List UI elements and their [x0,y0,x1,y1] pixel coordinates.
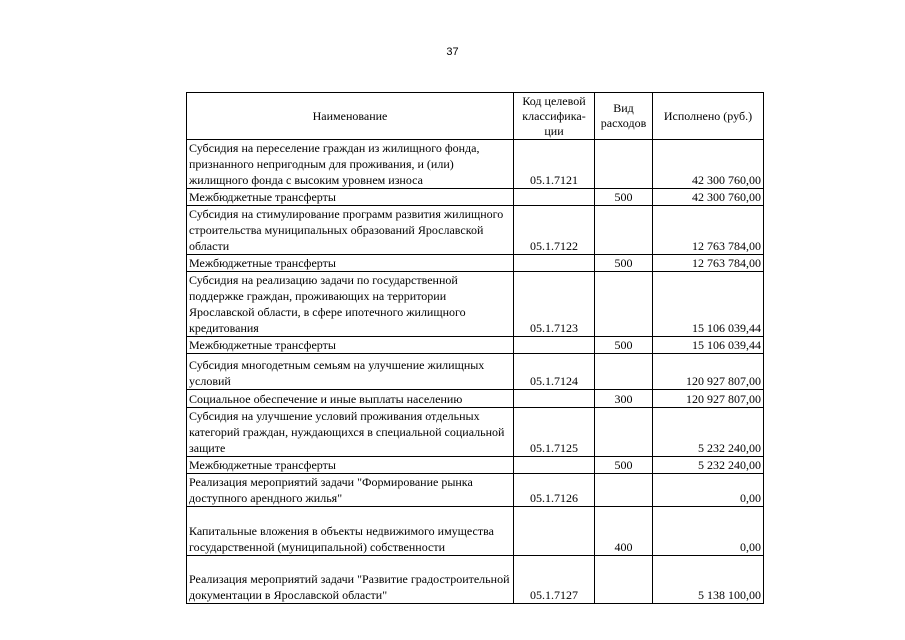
row-name: Межбюджетные трансферты [187,255,514,272]
row-amount: 5 138 100,00 [653,556,764,604]
row-amount: 5 232 240,00 [653,457,764,474]
row-name: Субсидия на переселение граждан из жилищного фонда, признанного непригодным для проживания, и (или) жилищного фонда с высоким уровнем износа [187,140,514,189]
row-kind [595,206,653,255]
row-kind: 400 [595,507,653,556]
row-code [514,390,595,408]
row-code [514,255,595,272]
table-row [187,556,764,604]
row-name: Субсидия на улучшение условий проживания отдельных категорий граждан, нуждающихся в специальной социальной защите [187,408,514,457]
row-code: 05.1.7127 [514,556,595,604]
header-amount: Исполнено (руб.) [653,93,764,140]
row-name: Социальное обеспечение и иные выплаты населению [187,390,514,408]
row-kind [595,140,653,189]
row-name: Реализация мероприятий задачи "Развитие градостроительной документации в Ярославской области" [187,556,514,604]
row-name: Межбюджетные трансферты [187,189,514,206]
row-kind [595,474,653,507]
header-name: Наименование [187,93,514,140]
row-code: 05.1.7123 [514,272,595,337]
row-kind: 300 [595,390,653,408]
row-code: 05.1.7126 [514,474,595,507]
row-name: Субсидия многодетным семьям на улучшение жилищных условий [187,354,514,390]
table-row [187,206,764,255]
row-code [514,457,595,474]
table-row [187,390,764,408]
row-kind: 500 [595,337,653,354]
row-kind [595,556,653,604]
row-kind: 500 [595,255,653,272]
row-kind [595,272,653,337]
row-code: 05.1.7121 [514,140,595,189]
table-row [187,457,764,474]
table-row [187,507,764,556]
row-amount: 15 106 039,44 [653,337,764,354]
table-row [187,408,764,457]
table-row [187,337,764,354]
row-amount: 5 232 240,00 [653,408,764,457]
row-kind [595,408,653,457]
row-name: Субсидия на реализацию задачи по государственной поддержке граждан, проживающих на территории Ярославской области, в сфере ипотечного жилищного кредитования [187,272,514,337]
row-name: Межбюджетные трансферты [187,457,514,474]
row-amount: 42 300 760,00 [653,189,764,206]
row-name: Субсидия на стимулирование программ развития жилищного строительства муниципальных образований Ярославской области [187,206,514,255]
row-amount: 15 106 039,44 [653,272,764,337]
row-amount: 12 763 784,00 [653,255,764,272]
table-row [187,272,764,337]
row-code [514,507,595,556]
row-code [514,189,595,206]
row-amount: 12 763 784,00 [653,206,764,255]
page-number: 37 [446,46,459,58]
row-kind [595,354,653,390]
row-name: Капитальные вложения в объекты недвижимого имущества государственной (муниципальной) собственности [187,507,514,556]
row-amount: 120 927 807,00 [653,354,764,390]
row-amount: 120 927 807,00 [653,390,764,408]
row-name: Реализация мероприятий задачи "Формирование рынка доступного арендного жилья" [187,474,514,507]
row-amount: 0,00 [653,507,764,556]
row-kind: 500 [595,189,653,206]
row-code: 05.1.7122 [514,206,595,255]
row-kind: 500 [595,457,653,474]
table-row [187,354,764,390]
header-kind: Вид расходов [595,93,653,140]
row-code: 05.1.7124 [514,354,595,390]
table-row [187,189,764,206]
table-row [187,140,764,189]
header-code: Код целевой классифика-ции [514,93,595,140]
table-row [187,255,764,272]
row-name: Межбюджетные трансферты [187,337,514,354]
table-row [187,474,764,507]
row-amount: 42 300 760,00 [653,140,764,189]
budget-execution-table [186,92,764,604]
table-header-row [187,93,764,140]
row-amount: 0,00 [653,474,764,507]
row-code: 05.1.7125 [514,408,595,457]
row-code [514,337,595,354]
